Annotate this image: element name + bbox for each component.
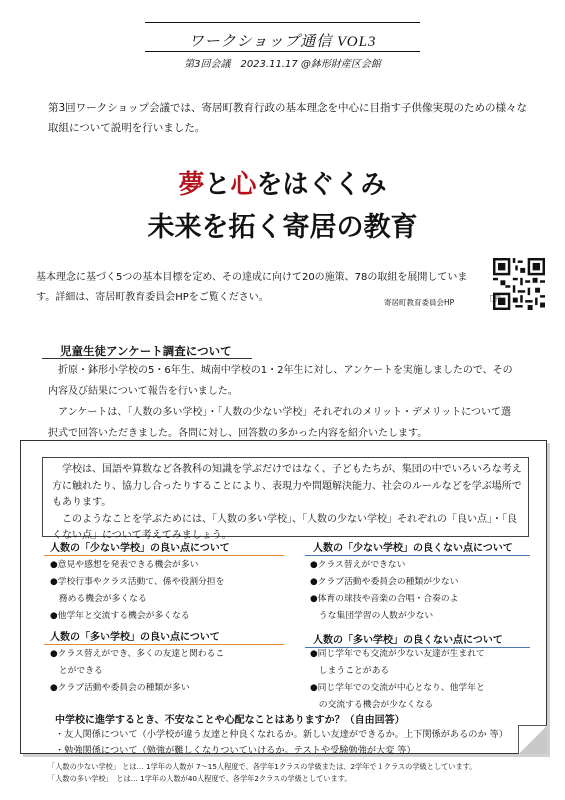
- survey-paragraph-2: アンケートは、「人数の多い学校」・「人数の少ない学校」それぞれのメリット・デメリットについて選択式で回答いただきました。各問に対し、回答数の多かった内容を紹介いたします。: [48, 407, 511, 439]
- headline-line1: [0, 164, 565, 201]
- list-item: ●意見や感想を発表できる機会が多い: [50, 560, 199, 570]
- survey-body: [48, 360, 518, 444]
- large-school-good-list: [50, 646, 290, 697]
- free-answer-item: ・友人関係について（小学校が違う友達と仲良くなれるか。新しい友達ができるか。上下関係があるのか 等）: [55, 729, 508, 740]
- free-answer-question: 中学校に進学するとき、不安なことや心配なことはありますか？（自由回答）: [55, 715, 405, 726]
- headline-rest: をはぐくみ: [256, 170, 387, 200]
- footnote: [48, 761, 558, 785]
- list-item: とができる: [50, 666, 103, 676]
- free-answer-list: [55, 727, 525, 759]
- list-item: ●他学年と交流する機会が多くなる: [50, 611, 190, 621]
- large-school-good-heading: 人数の「多い学校」の良い点について: [50, 632, 220, 643]
- footnote-large-school: 「人数の多い学校」 とは… 1学年の人数が40人程度で、各学年2クラスの学級としています。: [48, 774, 352, 783]
- qr-caption: 寄居町教育委員会HP: [384, 298, 455, 307]
- small-school-good-list: [50, 557, 290, 625]
- survey-paragraph-1: 折原・鉢形小学校の5・6年生、城南中学校の1・2年生に対し、アンケートを実施しましたので、その内容及び結果について報告を行いました。: [48, 365, 513, 397]
- list-item: ●同じ学年での交流が中心となり、他学年と: [310, 683, 485, 693]
- footnote-small-school: 「人数の少ない学校」 とは… 1学年の人数が 7～15人程度で、各学年1クラスの学級または、2学年で１クラスの学級としています。: [48, 762, 477, 771]
- headline-dream: 夢: [178, 170, 205, 200]
- large-school-bad-list: [310, 646, 530, 714]
- small-school-good-heading: 人数の「少ない学校」の良い点について: [50, 543, 230, 554]
- list-item: うな集団学習の人数が少ない: [310, 611, 434, 621]
- list-item: ●クラブ活動や委員会の種類が少ない: [310, 577, 459, 587]
- headline-line2: 未来を拓く寄居の教育: [147, 212, 418, 243]
- survey-heading-rule: [42, 358, 252, 359]
- large-good-underline: [44, 644, 284, 645]
- headline-heart: 心: [230, 170, 257, 200]
- headline-to: と: [204, 170, 231, 200]
- list-item: の交流する機会が少なくなる: [310, 700, 434, 710]
- meeting-subtitle: 第3回会議 2023.11.17 @鉢形財産区会館: [184, 59, 381, 70]
- explanation-paragraph-1: 学校は、国語や算数など各教科の知識を学ぶだけではなく、子どもたちが、集団の中でいろいろな考え方に触れたり、協力し合ったりすることにより、表現力や問題解決能力、社会のルールなどを学ぶ場所でもあります。: [52, 464, 522, 508]
- basic-policy-text: 基本理念に基づく5つの基本目標を定め、その達成に向けて20の施策、78の取組を展開しています。詳細は、寄居町教育委員会HPをご覧ください。: [36, 272, 468, 303]
- list-item: ●学校行事やクラス活動て、係や役割分担を: [50, 577, 225, 587]
- large-school-bad-heading: 人数の「多い学校」の良くない点について: [313, 635, 503, 646]
- list-item: ●クラス替えができ、多くの友達と関わるこ: [50, 649, 225, 659]
- newsletter-title: ワークショップ通信 VOL3: [188, 34, 377, 50]
- explanation-paragraph-2: このようなことを学ぶためには、「人数の多い学校」、「人数の少ない学校」それぞれの「良い点」・「良くない点」について考えてみましょう。: [52, 513, 517, 541]
- list-item: 務める機会が多くなる: [50, 594, 147, 604]
- list-item: ●クラブ活動や委員会の種類が多い: [50, 683, 190, 693]
- list-item: ●同じ学年でも交流が少ない友達が生まれて: [310, 649, 485, 659]
- small-school-bad-list: [310, 557, 530, 625]
- explanation-text: [52, 462, 522, 545]
- pointing-hand-icon: ☞: [489, 291, 502, 307]
- survey-heading: 児童生徒アンケート調査について: [60, 344, 232, 358]
- small-good-underline: [44, 555, 284, 556]
- list-item: しまうことがある: [310, 666, 390, 676]
- small-bad-underline: [305, 555, 530, 556]
- intro-text: 第3回ワークショップ会議では、寄居町教育行政の基本理念を中心に目指す子供像実現のための様々な取組について説明を行いました。: [48, 102, 527, 134]
- header-top-rule: [145, 22, 420, 23]
- list-item: ●クラス替えができない: [310, 560, 406, 570]
- free-answer-item: ・勉強関係について（勉強が難しくなりついていけるか。テストや受験勉強が大変 等）: [55, 745, 416, 756]
- small-school-bad-heading: 人数の「少ない学校」の良くない点について: [313, 543, 513, 554]
- title-rule: [145, 51, 420, 52]
- list-item: ●体育の球技や音楽の合唱・合奏のよ: [310, 594, 459, 604]
